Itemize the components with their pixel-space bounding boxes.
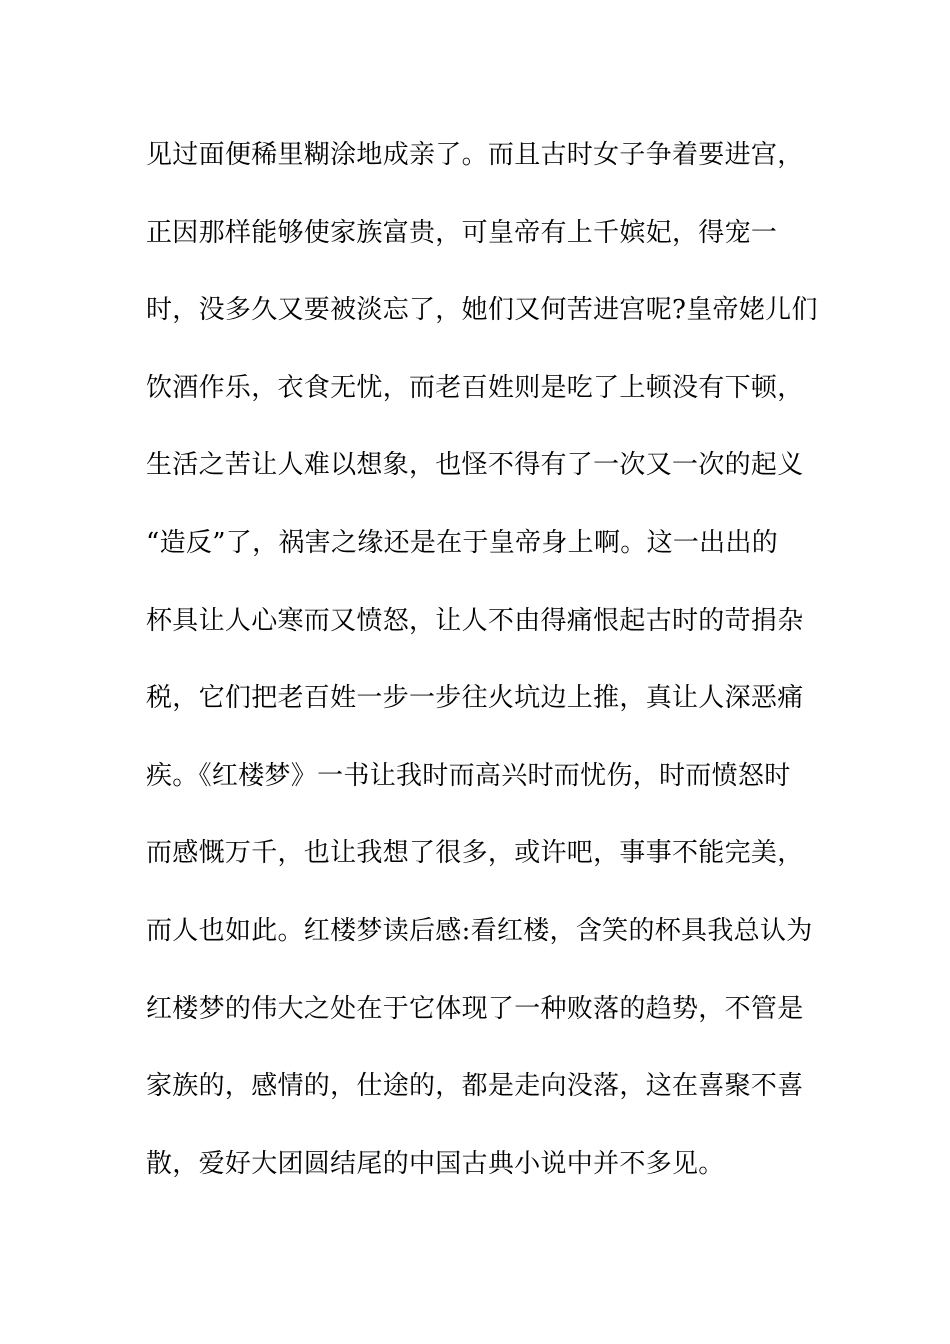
text-line: 而感慨万千，也让我想了很多，或许吧，事事不能完美， (146, 838, 804, 869)
text-line: 见过面便稀里糊涂地成亲了。而且古时女子争着要进宫， (146, 140, 804, 170)
text-line: 税，它们把老百姓一步一步往火坑边上推，真让人深恶痛 (146, 683, 804, 714)
text-line: 家族的，感情的，仕途的，都是走向没落，这在喜聚不喜 (146, 1071, 804, 1102)
text-line: 生活之苦让人难以想象，也怪不得有了一次又一次的起义 (146, 450, 804, 481)
body-text (146, 130, 818, 1216)
text-line: 疾。《红楼梦》一书让我时而高兴时而忧伤，时而愤怒时 (146, 760, 791, 791)
text-line: 杯具让人心寒而又愤怒，让人不由得痛恨起古时的苛捐杂 (146, 605, 804, 636)
text-line: 时，没多久又要被淡忘了，她们又何苦进宫呢?皇帝姥儿们 (146, 295, 818, 326)
text-line: 而人也如此。红楼梦读后感:看红楼，含笑的杯具我总认为 (146, 915, 813, 946)
text-line: 正因那样能够使家族富贵，可皇帝有上千嫔妃，得宠一 (146, 217, 778, 248)
text-line: “造反”了，祸害之缘还是在于皇帝身上啊。这一出出的 (146, 527, 779, 558)
text-line: 红楼梦的伟大之处在于它体现了一种败落的趋势，不管是 (146, 993, 804, 1024)
text-line: 散，爱好大团圆结尾的中国古典小说中并不多见。 (146, 1148, 725, 1179)
text-line: 饮酒作乐，衣食无忧，而老百姓则是吃了上顿没有下顿， (146, 372, 804, 403)
